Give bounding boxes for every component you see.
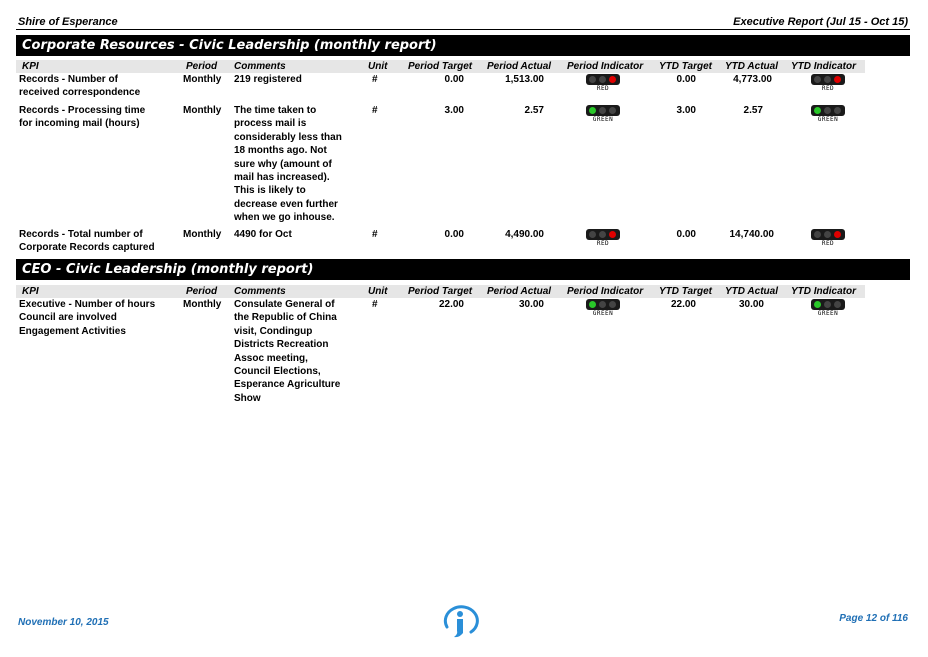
col-period-actual: Period Actual [487, 61, 552, 72]
col-ytd-actual: YTD Actual [725, 286, 778, 297]
col-ytd-indicator: YTD Indicator [791, 61, 857, 72]
col-period: Period [186, 286, 218, 297]
traffic-light-icon: RED [810, 74, 846, 94]
comments-cell: 219 registered [234, 74, 302, 85]
col-period-indicator: Period Indicator [567, 286, 644, 297]
period-cell: Monthly [183, 105, 222, 116]
ytd-actual-cell: 2.57 [743, 105, 763, 116]
ytd-actual-cell: 30.00 [738, 299, 764, 310]
section-title-corporate: Corporate Resources - Civic Leadership (monthly report) [16, 35, 910, 56]
period-actual-cell: 30.00 [518, 299, 544, 310]
column-header-row [16, 60, 865, 73]
period-actual-cell: 1,513.00 [505, 74, 544, 85]
col-comments: Comments [234, 61, 286, 72]
period-cell: Monthly [183, 299, 222, 310]
traffic-light-icon: GREEN [585, 299, 621, 319]
traffic-light-icon: GREEN [810, 299, 846, 319]
col-kpi: KPI [22, 286, 39, 297]
unit-cell: # [372, 229, 378, 240]
col-period-indicator: Period Indicator [567, 61, 644, 72]
period-target-cell: 22.00 [438, 299, 464, 310]
footer-date: November 10, 2015 [18, 617, 109, 628]
period-actual-cell: 2.57 [524, 105, 544, 116]
col-ytd-indicator: YTD Indicator [791, 286, 857, 297]
col-kpi: KPI [22, 61, 39, 72]
comments-cell: The time taken to process mail is considerably less than 18 months ago. Not sure why (amount of mail has increased). This is likely to decrease even further when we go inhouse. [234, 105, 342, 224]
comments-cell: Consulate General of the Republic of China visit, Condingup Districts Recreation Assoc meeting, Council Elections, Esperance Agriculture Show [234, 299, 341, 404]
traffic-light-icon: RED [585, 229, 621, 249]
col-ytd-target: YTD Target [659, 286, 712, 297]
period-target-cell: 3.00 [444, 105, 464, 116]
unit-cell: # [372, 299, 378, 310]
traffic-light-icon: RED [585, 74, 621, 94]
period-target-cell: 0.00 [444, 74, 464, 85]
period-cell: Monthly [183, 74, 222, 85]
ytd-actual-cell: 4,773.00 [733, 74, 772, 85]
col-comments: Comments [234, 286, 286, 297]
ytd-actual-cell: 14,740.00 [729, 229, 774, 240]
logo-icon [441, 605, 479, 639]
ytd-target-cell: 0.00 [676, 229, 696, 240]
unit-cell: # [372, 74, 378, 85]
comments-cell: 4490 for Oct [234, 229, 292, 240]
traffic-light-icon: RED [810, 229, 846, 249]
kpi-cell: Executive - Number of hours Council are involved Engagement Activities [19, 299, 156, 337]
section-title-ceo: CEO - Civic Leadership (monthly report) [16, 259, 910, 280]
col-period-actual: Period Actual [487, 286, 552, 297]
period-actual-cell: 4,490.00 [505, 229, 544, 240]
footer-page-number: Page 12 of 116 [839, 613, 908, 624]
traffic-light-icon: GREEN [585, 105, 621, 125]
header-divider [16, 29, 910, 30]
col-ytd-target: YTD Target [659, 61, 712, 72]
kpi-cell: Records - Total number of Corporate Records captured [19, 229, 155, 254]
kpi-cell: Records - Number of received correspondence [19, 74, 141, 99]
col-ytd-actual: YTD Actual [725, 61, 778, 72]
header-org: Shire of Esperance [18, 16, 118, 28]
traffic-light-icon: GREEN [810, 105, 846, 125]
period-target-cell: 0.00 [444, 229, 464, 240]
kpi-cell: Records - Processing time for incoming mail (hours) [19, 105, 146, 130]
col-unit: Unit [368, 61, 388, 72]
col-unit: Unit [368, 286, 388, 297]
period-cell: Monthly [183, 229, 222, 240]
ytd-target-cell: 3.00 [676, 105, 696, 116]
column-header-row [16, 285, 865, 298]
ytd-target-cell: 0.00 [676, 74, 696, 85]
col-period: Period [186, 61, 218, 72]
unit-cell: # [372, 105, 378, 116]
col-period-target: Period Target [408, 61, 473, 72]
header-report-title: Executive Report (Jul 15 - Oct 15) [733, 16, 908, 28]
ytd-target-cell: 22.00 [670, 299, 696, 310]
col-period-target: Period Target [408, 286, 473, 297]
